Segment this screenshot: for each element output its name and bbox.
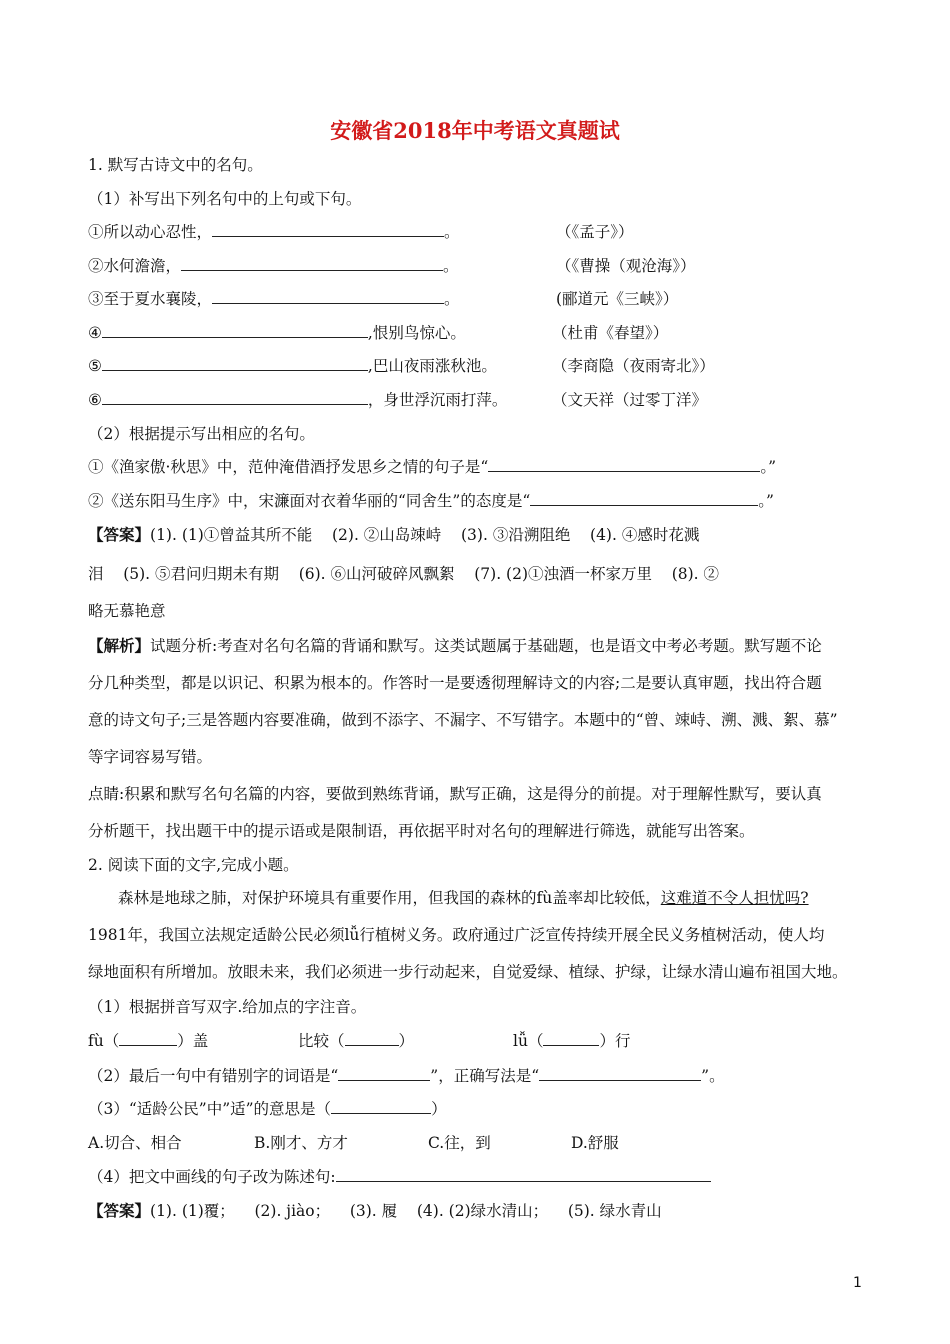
- q2-passage-line-2: 1981年，我国立法规定适龄公民必须lǚ行植树义务。政府通过广泛宣传持续开展全民义务植树活动，使人均: [88, 926, 825, 944]
- q1-item-5-source: （李商隐（夜雨寄北》）: [552, 357, 715, 375]
- q1-item-1-source: （《孟子》）: [556, 223, 634, 241]
- answer-blank[interactable]: [539, 1066, 701, 1081]
- q2-passage-line-1: 森林是地球之肺，对保护环境具有重要作用，但我国的森林的fù盖率却比较低，这难道不令人担忧吗?: [118, 889, 809, 907]
- answer-blank[interactable]: [102, 356, 368, 371]
- q2-passage-line-3: 绿地面积有所增加。放眼未来，我们必须进一步行动起来，自觉爱绿、植绿、护绿，让绿水清山遍布祖国大地。: [88, 963, 848, 981]
- q1-analysis-line-1: 【解析】试题分析:考查对名句名篇的背诵和默写。这类试题属于基础题，也是语文中考必考题。默写题不论: [88, 636, 822, 655]
- question-2-heading: 2. 阅读下面的文字,完成小题。: [88, 856, 299, 874]
- q1-note-line-2: 分析题干，找出题干中的提示语或是限制语，再依据平时对名句的理解进行筛选，就能写出答案。: [88, 822, 755, 840]
- q1-analysis-line-4: 等字词容易写错。: [88, 748, 213, 766]
- q2-sub3: （3）“适龄公民”中”适”的意思是（ ）: [88, 1100, 447, 1118]
- q1-answer-line-2: 泪 (5). ⑤君问归期未有期 (6). ⑥山河破碎风飘絮 (7). (2)①浊酒一杯家万里 (8). ②: [88, 565, 720, 583]
- q1-prompt-2: ②《送东阳马生序》中，宋濂面对衣着华丽的“同舍生”的态度是“ 。”: [88, 492, 774, 510]
- answer-blank[interactable]: [119, 1031, 177, 1046]
- answer-blank[interactable]: [345, 1031, 399, 1046]
- q2-fill-fu: fù（ ）盖: [88, 1032, 209, 1050]
- answer-blank[interactable]: [543, 1031, 599, 1046]
- q1-item-3: ③至于夏水襄陵， 。: [88, 290, 460, 308]
- q1-answer-line-1: 【答案】(1). (1)①曾益其所不能 (2). ②山岛竦峙 (3). ③沿溯阻绝 (4). ④感时花溅: [88, 525, 700, 544]
- underlined-sentence: 这难道不令人担忧吗?: [660, 889, 809, 907]
- q1-item-4: ④ ,恨别鸟惊心。: [88, 324, 466, 342]
- q2-option-a: A.切合、相合: [88, 1134, 182, 1152]
- q2-fill-lv: lǚ（ ）行: [513, 1032, 631, 1050]
- q2-sub4: （4）把文中画线的句子改为陈述句:: [88, 1167, 711, 1187]
- answer-blank[interactable]: [102, 390, 368, 405]
- q2-sub2: （2）最后一句中有错别字的词语是“ ”，正确写法是“ ”。: [88, 1067, 725, 1085]
- answer-blank[interactable]: [488, 457, 760, 472]
- q1-analysis-line-2: 分几种类型，都是以识记、积累为根本的。作答时一是要透彻理解诗文的内容;二是要认真审题，找出符合题: [88, 674, 822, 692]
- q1-prompt-1: ①《渔家傲·秋思》中，范仲淹借酒抒发思乡之情的句子是“ 。”: [88, 458, 777, 476]
- q2-sub1: （1）根据拼音写双字.给加点的字注音。: [88, 998, 367, 1016]
- q1-item-2-source: （《曹操（观沧海》）: [556, 257, 696, 275]
- q2-fill-bijiao: 比较（ ）: [298, 1032, 415, 1050]
- q1-item-6: ⑥ ，身世浮沉雨打萍。: [88, 391, 508, 409]
- q1-item-6-source: （文天祥（过零丁洋》: [552, 391, 708, 409]
- q1-sub2: （2）根据提示写出相应的名句。: [88, 425, 315, 443]
- q1-sub1: （1）补写出下列名句中的上句或下句。: [88, 190, 362, 208]
- page-number: 1: [853, 1275, 862, 1291]
- page-title: 安徽省2018年中考语文真题试: [330, 118, 620, 143]
- q1-item-2: ②水何澹澹， 。: [88, 257, 459, 275]
- q2-option-d: D.舒服: [571, 1134, 619, 1152]
- q2-option-c: C.往，到: [428, 1134, 491, 1152]
- q1-item-1: ①所以动心忍性， 。: [88, 223, 460, 241]
- q1-analysis-line-3: 意的诗文句子;三是答题内容要准确，做到不添字、不漏字、不写错字。本题中的“曾、竦峙、溯、溅、絮、慕”: [88, 711, 838, 729]
- answer-blank[interactable]: [212, 289, 444, 304]
- q1-answer-line-3: 略无慕艳意: [88, 602, 166, 620]
- answer-blank[interactable]: [212, 222, 444, 237]
- q1-item-3-source: (郦道元《三峡》）: [556, 290, 679, 308]
- answer-blank[interactable]: [530, 491, 758, 506]
- q1-note-line-1: 点睛:积累和默写名句名篇的内容，要做到熟练背诵，默写正确，这是得分的前提。对于理解性默写，要认真: [88, 785, 822, 803]
- answer-blank[interactable]: [338, 1066, 430, 1081]
- answer-blank[interactable]: [331, 1099, 431, 1114]
- q2-option-b: B.刚才、方才: [254, 1134, 348, 1152]
- answer-blank[interactable]: [102, 323, 368, 338]
- question-1-heading: 1. 默写古诗文中的名句。: [88, 156, 263, 174]
- q1-item-5: ⑤ ,巴山夜雨涨秋池。: [88, 357, 497, 375]
- q2-answer: 【答案】(1). (1)覆； (2). jiào； (3). 履 (4). (2)绿水清山； (5). 绿水青山: [88, 1201, 662, 1220]
- answer-blank[interactable]: [336, 1167, 711, 1182]
- answer-blank[interactable]: [181, 256, 443, 271]
- q1-item-4-source: （杜甫《春望》）: [552, 324, 669, 342]
